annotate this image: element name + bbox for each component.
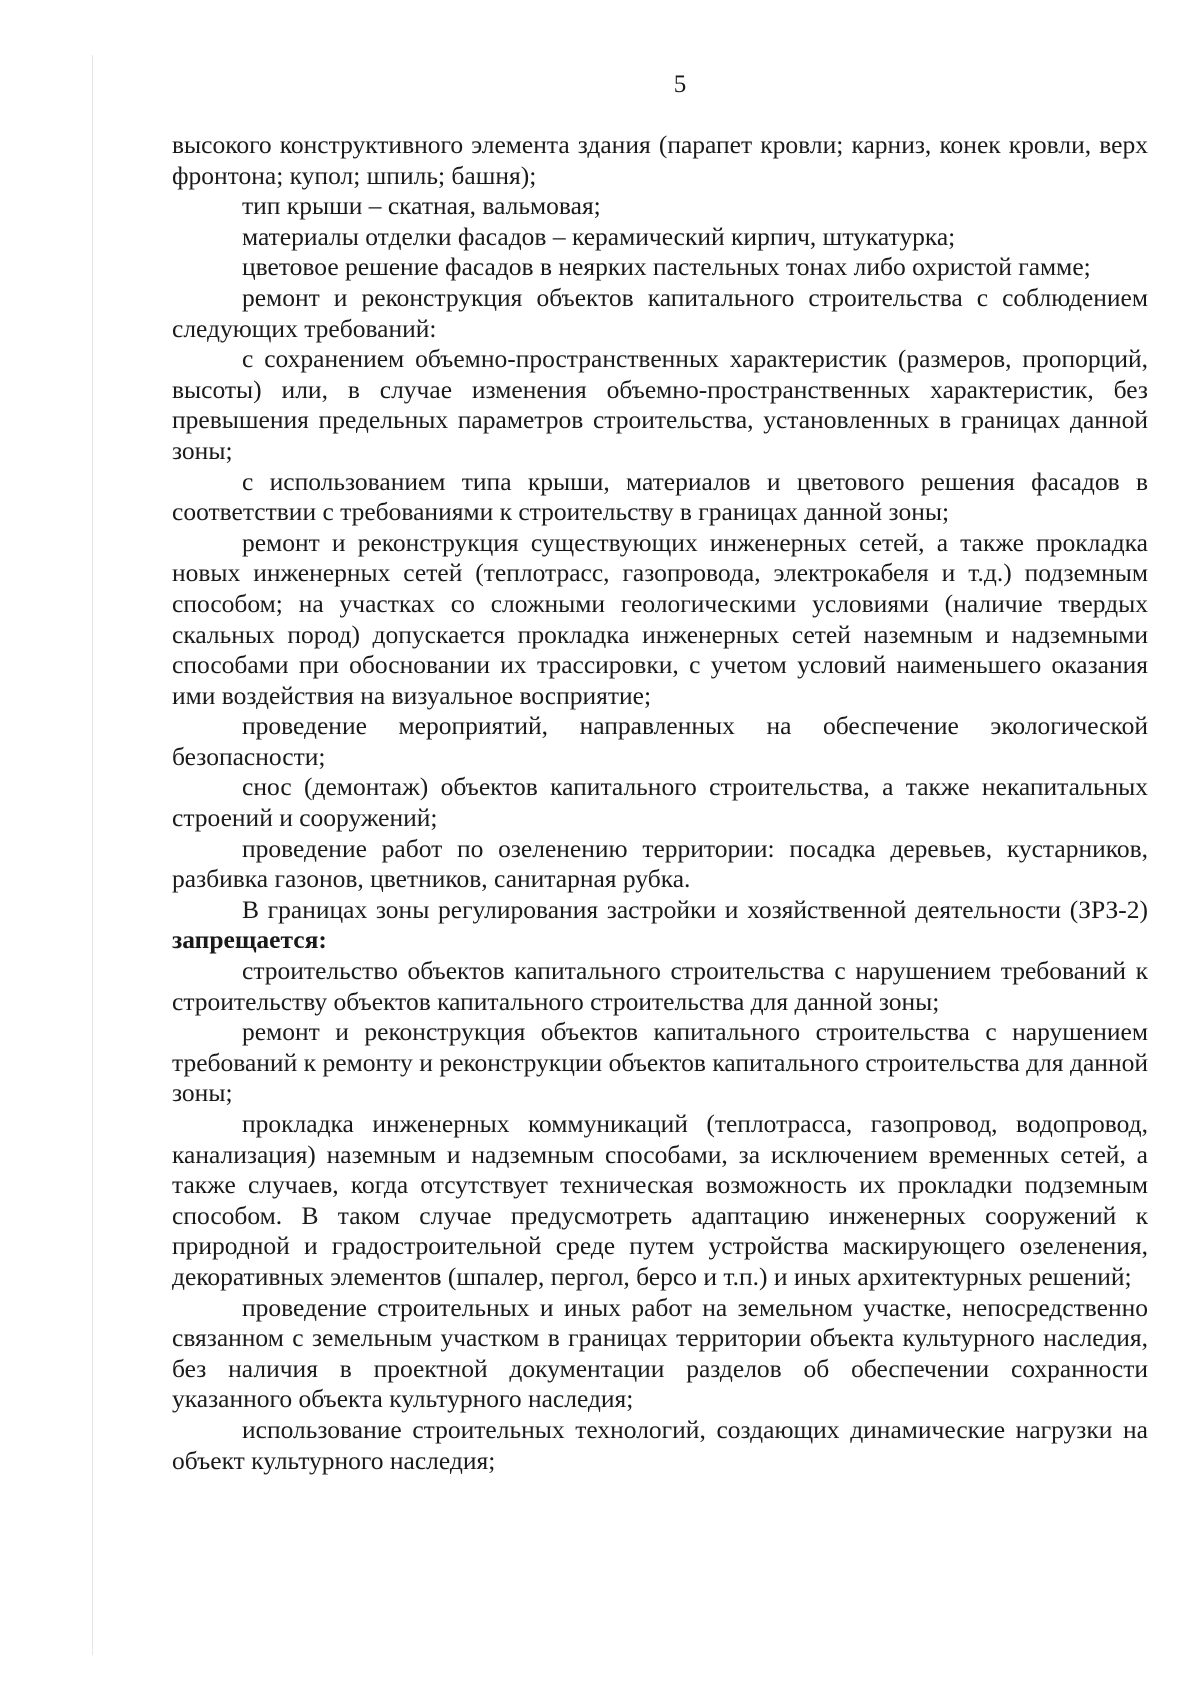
paragraph-7: с использованием типа крыши, материалов и цветового решения фасадов в соответствии с требованиями к строительству в границах данной зоны; <box>172 466 1148 527</box>
paragraph-16: проведение строительных и иных работ на земельном участке, непосредственно связанном с земельным участком в границах территории объекта культурного наследия, без наличия в проектной документации разделов об обеспечении сохранности указанного объекта культурного наследия; <box>172 1292 1148 1414</box>
paragraph-15: прокладка инженерных коммуникаций (теплотрасса, газопровод, водопровод, канализация) наземным и надземным способами, за исключением временных сетей, а также случаев, когда отсутствует техническая возможность их прокладки подземным способом. В таком случае предусмотреть адаптацию инженерных сооружений к природной и градостроительной среде путем устройства маскирующего озеленения, декоративных элементов (шпалер, пергол, берсо и т.п.) и иных архитектурных решений; <box>172 1109 1148 1291</box>
document-page <box>172 70 1148 1476</box>
paragraph-11: проведение работ по озеленению территории: посадка деревьев, кустарников, разбивка газонов, цветников, санитарная рубка. <box>172 833 1148 894</box>
paragraph-1: высокого конструктивного элемента здания (парапет кровли; карниз, конек кровли, верх фронтона; купол; шпиль; башня); <box>172 130 1148 190</box>
prohibited-heading: запрещается: <box>172 925 327 955</box>
paragraph-14: ремонт и реконструкция объектов капитального строительства с нарушением требований к ремонту и реконструкции объектов капитального строительства для данной зоны; <box>172 1017 1148 1108</box>
paragraph-17: использование строительных технологий, создающих динамические нагрузки на объект культурного наследия; <box>172 1414 1148 1475</box>
paragraph-6: с сохранением объемно-пространственных характеристик (размеров, пропорций, высоты) или, в случае изменения объемно-пространственных характеристик, без превышения предельных параметров строительства, установленных в границах данной зоны; <box>172 344 1148 465</box>
paragraph-5: ремонт и реконструкция объектов капитального строительства с соблюдением следующих требований: <box>172 282 1148 343</box>
paragraph-3: материалы отделки фасадов – керамический кирпич, штукатурка; <box>242 221 956 251</box>
page-number: 5 <box>673 71 687 98</box>
scan-edge-line <box>92 55 93 1655</box>
paragraph-10: снос (демонтаж) объектов капитального строительства, а также некапитальных строений и сооружений; <box>172 772 1148 833</box>
paragraph-4: цветовое решение фасадов в неярких пастельных тонах либо охристой гамме; <box>242 252 1091 282</box>
paragraph-2: тип крыши – скатная, вальмовая; <box>242 191 601 221</box>
paragraph-9: проведение мероприятий, направленных на обеспечение экологической безопасности; <box>172 711 1148 771</box>
paragraph-12: В границах зоны регулирования застройки и хозяйственной деятельности (ЗРЗ-2) запрещается: <box>172 894 1148 955</box>
paragraph-13: строительство объектов капитального строительства с нарушением требований к строительству объектов капитального строительства для данной зоны; <box>172 956 1148 1016</box>
paragraph-8: ремонт и реконструкция существующих инженерных сетей, а также прокладка новых инженерных сетей (теплотрасс, газопровода, электрокабеля и т.д.) подземным способом; на участках со сложными геологическими условиями (наличие твердых скальных пород) допускается прокладка инженерных сетей наземным и надземными способами при обосновании их трассировки, с учетом условий наименьшего оказания ими воздействия на визуальное восприятие; <box>172 527 1148 710</box>
